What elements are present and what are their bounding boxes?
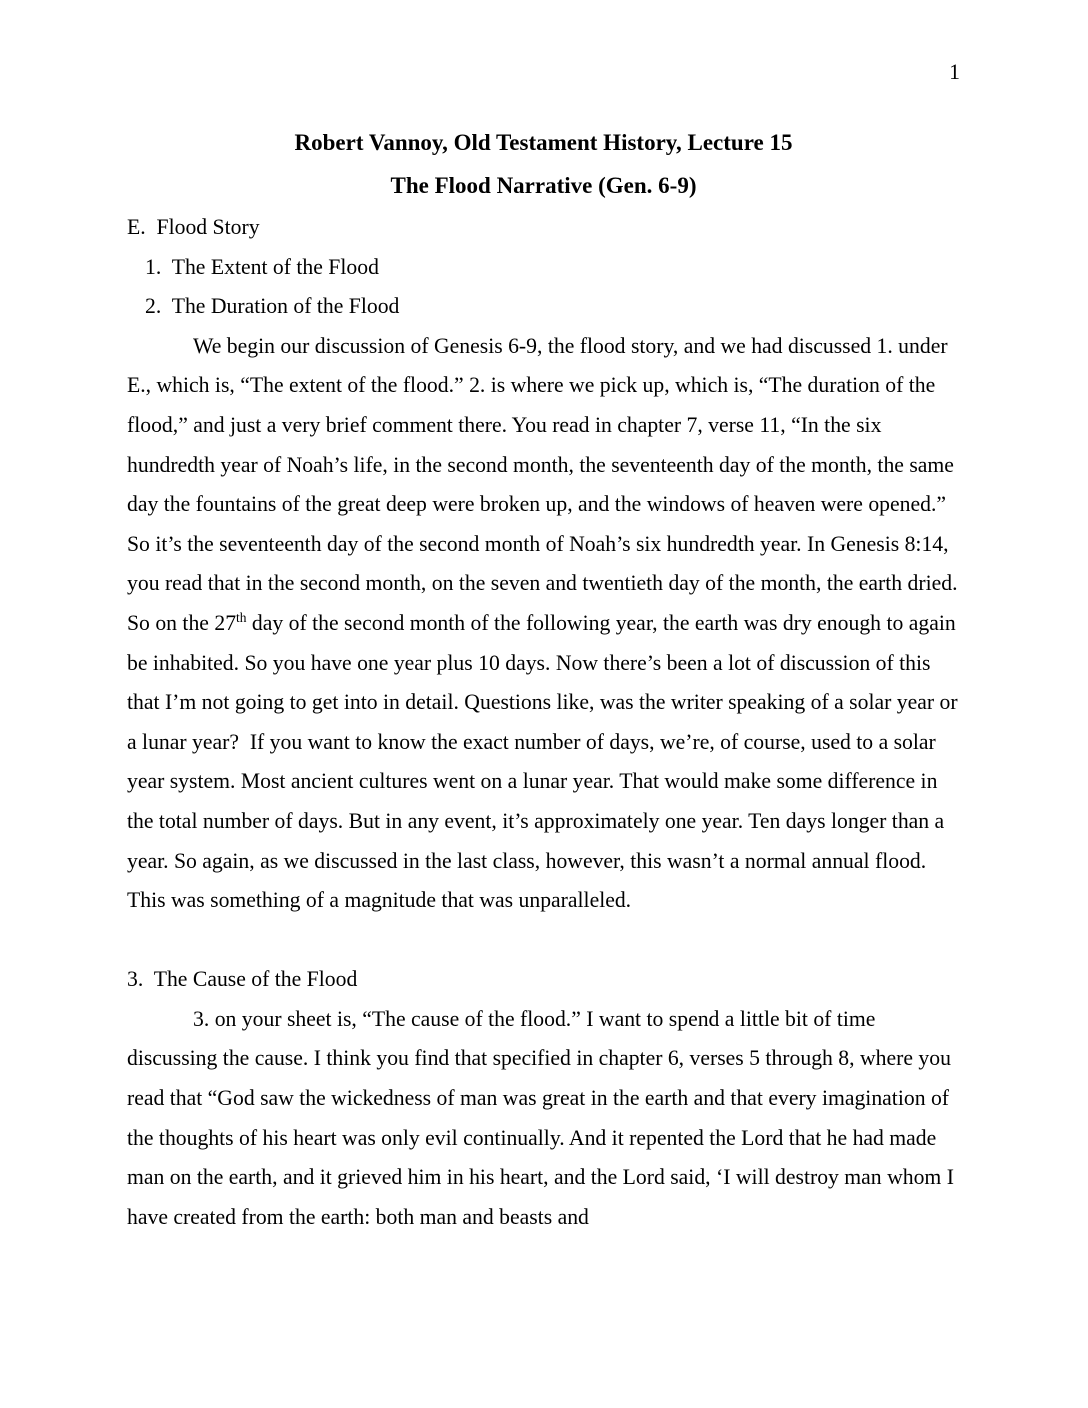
outline-section-e: E. Flood Story [127, 215, 260, 239]
paragraph-duration [127, 327, 963, 921]
outline-item-extent: 1. The Extent of the Flood [145, 254, 379, 279]
paragraph-duration-text-before: We begin our discussion of Genesis 6-9, the flood story, and we had discussed 1. under E., which is, “The extent of the flood.” 2. is where we pick up, which is, “The duration of the flood,” and just a very brief comment there. You read in chapter 7, verse 11, “In the six hundredth year of Noah’s life, in the second month, the seventeenth day of the month, the same day the fountains of the great deep were broken up, and the windows of heaven were opened.” So it’s the seventeenth day of the second month of Noah’s six hundredth year. In Genesis 8:14, you read that in the second month, on the seven and twentieth day of the month, the earth dried. So on the 27 [127, 333, 963, 635]
paragraph-duration-text-after: day of the second month of the following year, the earth was dry enough to again be inhabited. So you have one year plus 10 days. Now there’s been a lot of discussion of this that I’m not going to get into in detail. Questions like, was the writer speaking of a solar year or a lunar year? If you want to know the exact number of days, we’re, of course, used to a solar year system. Most ancient cultures went on a lunar year. That would make some difference in the total number of days. But in any event, it’s approximately one year. Ten days longer than a year. So again, as we discussed in the last class, however, this wasn’t a normal annual flood. This was something of a magnitude that was unparalleled. [127, 610, 963, 913]
document-subtitle: The Flood Narrative (Gen. 6-9) [390, 173, 697, 198]
page-number: 1 [949, 60, 960, 84]
document-title: Robert Vannoy, Old Testament History, Lecture 15 [294, 130, 793, 155]
ordinal-superscript: th [236, 609, 247, 625]
blank-line-spacer [127, 921, 960, 961]
paragraph-cause: 3. on your sheet is, “The cause of the flood.” I want to spend a little bit of time discussing the cause. I think you find that specified in chapter 6, verses 5 through 8, where you read that “God saw the wickedness of man was great in the earth and that every imagination of the thoughts of his heart was only evil continually. And it repented the Lord that he had made man on the earth, and it grieved him in his heart, and the Lord said, ‘I will destroy man whom I have created from the earth: both man and beasts and [127, 1006, 960, 1229]
outline-item-duration: 2. The Duration of the Flood [145, 294, 400, 319]
section-3-heading: 3. The Cause of the Flood [127, 967, 358, 992]
